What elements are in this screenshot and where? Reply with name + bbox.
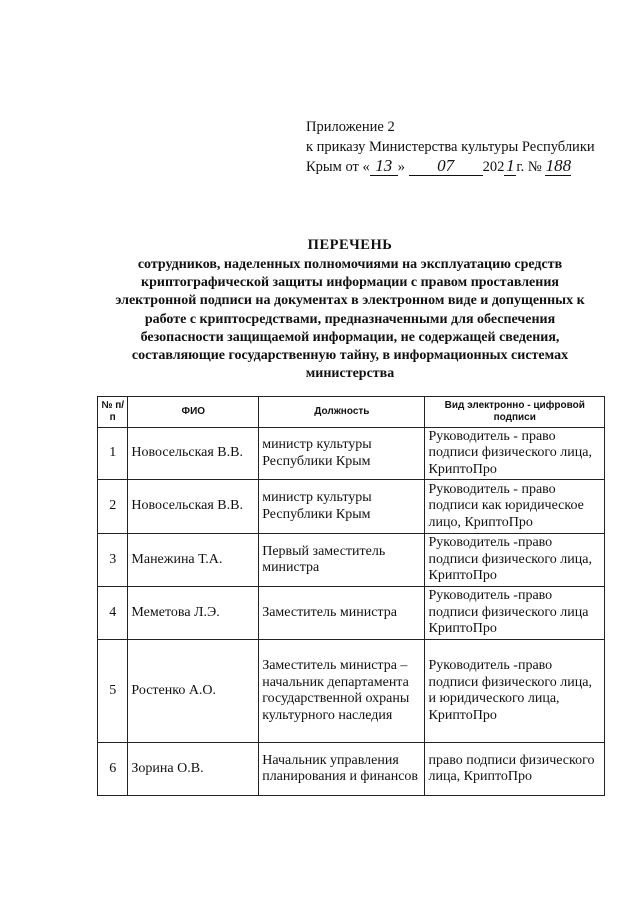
cell-fio: Ростенко А.О. bbox=[128, 640, 259, 743]
header-signature-type: Вид электронно - цифровой подписи bbox=[425, 397, 605, 428]
table-row bbox=[98, 640, 605, 743]
table-row bbox=[98, 480, 605, 534]
document-description bbox=[60, 256, 640, 383]
cell-number: 6 bbox=[98, 743, 128, 796]
cell-signature-type: Руководитель - право подписи как юридическое лицо, КриптоПро bbox=[425, 480, 605, 534]
description-line: сотрудников, наделенных полномочиями на эксплуатацию средств bbox=[137, 257, 563, 272]
year-suffix: г. № bbox=[516, 159, 542, 175]
cell-fio: Новосельская В.В. bbox=[128, 480, 259, 534]
cell-fio: Манежина Т.А. bbox=[128, 534, 259, 587]
cell-signature-type: Руководитель - право подписи физического лица, КриптоПро bbox=[425, 428, 605, 480]
table-row bbox=[98, 534, 605, 587]
cell-signature-type: Руководитель -право подписи физического лица, КриптоПро bbox=[425, 534, 605, 587]
date-prefix: Крым от « bbox=[306, 159, 370, 175]
cell-number: 5 bbox=[98, 640, 128, 743]
document-title: ПЕРЕЧЕНЬ bbox=[307, 237, 393, 253]
description-line: криптографической защиты информации с правом проставления bbox=[141, 275, 559, 291]
cell-position: министр культуры Республики Крым bbox=[259, 480, 425, 534]
cell-fio: Меметова Л.Э. bbox=[128, 587, 259, 640]
description-line: работе с криптосредствами, предназначенными для обеспечения bbox=[144, 311, 556, 327]
cell-position: Заместитель министра – начальник департамента государственной охраны культурного наследия bbox=[259, 640, 425, 743]
cell-position: министр культуры Республики Крым bbox=[259, 428, 425, 480]
year-handwritten: 1 bbox=[506, 156, 515, 175]
appendix-order-ref: к приказу Министерства культуры Республики bbox=[306, 139, 595, 155]
cell-number: 1 bbox=[98, 428, 128, 480]
cell-fio: Новосельская В.В. bbox=[128, 428, 259, 480]
appendix-block bbox=[306, 117, 595, 177]
cell-signature-type: Руководитель -право подписи физического лица КриптоПро bbox=[425, 587, 605, 640]
cell-position: Первый заместитель министра bbox=[259, 534, 425, 587]
table-header-row bbox=[98, 397, 605, 428]
table-row bbox=[98, 743, 605, 796]
description-line: электронной подписи на документах в электронном виде и допущенных к bbox=[115, 293, 585, 309]
header-position: Должность bbox=[259, 397, 425, 428]
month-handwritten: 07 bbox=[437, 156, 455, 175]
cell-number: 4 bbox=[98, 587, 128, 640]
cell-number: 2 bbox=[98, 480, 128, 534]
header-fio: ФИО bbox=[128, 397, 259, 428]
table-row bbox=[98, 428, 605, 480]
table-row bbox=[98, 587, 605, 640]
description-line: безопасности защищаемой информации, не содержащей сведения, bbox=[140, 329, 560, 345]
cell-position: Начальник управления планирования и финансов bbox=[259, 743, 425, 796]
year-prefix: 202 bbox=[482, 159, 505, 175]
description-line: министерства bbox=[305, 366, 395, 382]
appendix-number: Приложение 2 bbox=[306, 119, 395, 135]
order-number-handwritten: 188 bbox=[545, 156, 572, 175]
cell-fio: Зорина О.В. bbox=[128, 743, 259, 796]
appendix-date-line bbox=[306, 157, 595, 177]
cell-signature-type: право подписи физического лица, КриптоПро bbox=[425, 743, 605, 796]
description-line: составляющие государственную тайну, в информационных системах bbox=[131, 348, 569, 364]
day-handwritten: 13 bbox=[375, 156, 393, 175]
date-mid: » bbox=[397, 159, 405, 175]
cell-signature-type: Руководитель -право подписи физического лица, и юридического лица, КриптоПро bbox=[425, 640, 605, 743]
header-number: № п/п bbox=[98, 397, 128, 428]
cell-number: 3 bbox=[98, 534, 128, 587]
cell-position: Заместитель министра bbox=[259, 587, 425, 640]
employees-table bbox=[97, 396, 605, 796]
